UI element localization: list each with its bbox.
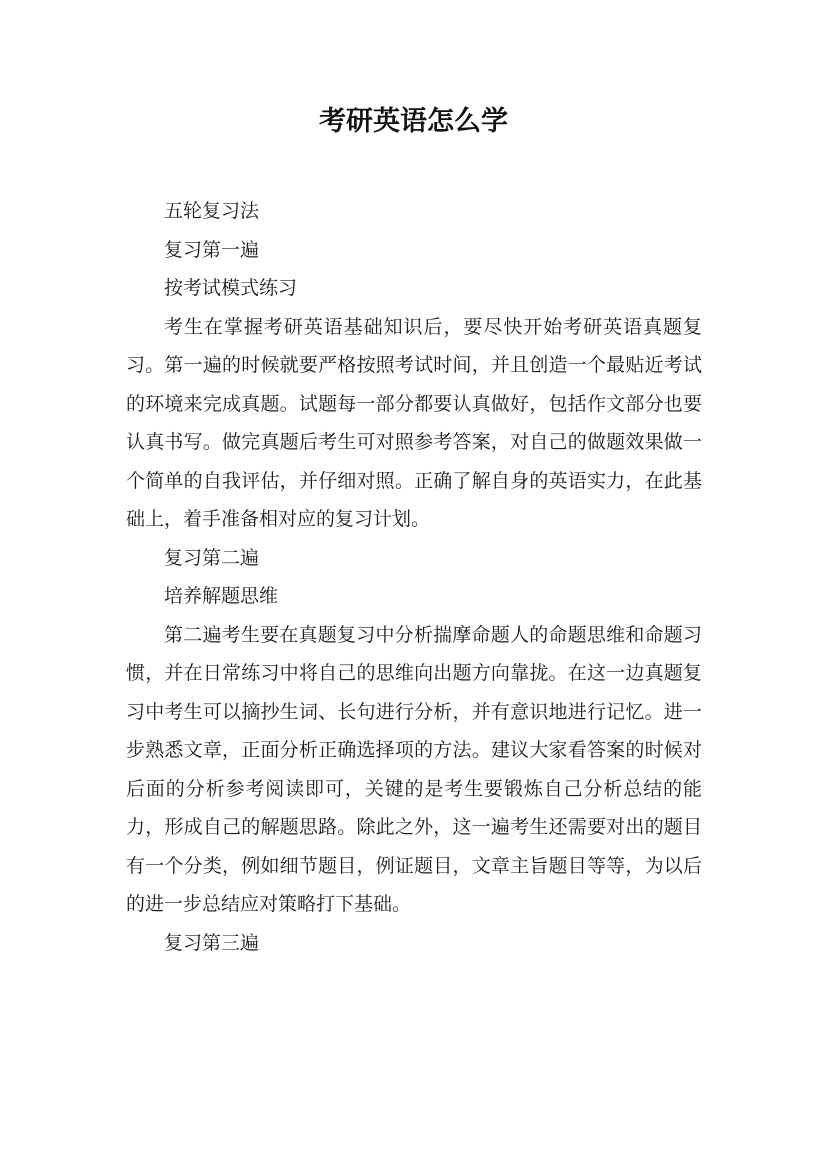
sub-heading: 复习第三遍 [164,931,260,954]
section-heading: 五轮复习法 [164,200,260,222]
sub-heading: 复习第二遍 [164,546,260,569]
document-body [126,192,702,962]
sub-heading: 培养解题思维 [164,585,279,607]
body-paragraph: 考生在掌握考研英语基础知识后，要尽快开始考研英语真题复习。第一遍的时候就要严格按照考试时间，并且创造一个最贴近考试的环境来完成真题。试题每一部分都要认真做好，包括作文部分也要认真书写。做完真题后考生可对照参考答案，对自己的做题效果做一个简单的自我评估，并仔细对照。正确了解自身的英语实力，在此基础上，着手准备相对应的复习计划。 [126,315,702,530]
document-title: 考研英语怎么学 [319,106,508,137]
body-paragraph: 第二遍考生要在真题复习中分析揣摩命题人的命题思维和命题习惯，并在日常练习中将自己的思维向出题方向靠拢。在这一边真题复习中考生可以摘抄生词、长句进行分析，并有意识地进行记忆。进一步熟悉文章，正面分析正确选择项的方法。建议大家看答案的时候对后面的分析参考阅读即可，关键的是考生要锻炼自己分析总结的能力，形成自己的解题思路。除此之外，这一遍考生还需要对出的题目有一个分类，例如细节题目，例证题目，文章主旨题目等等，为以后的进一步总结应对策略打下基础。 [126,623,702,915]
sub-heading: 复习第一遍 [164,238,260,261]
sub-heading: 按考试模式练习 [164,277,298,299]
